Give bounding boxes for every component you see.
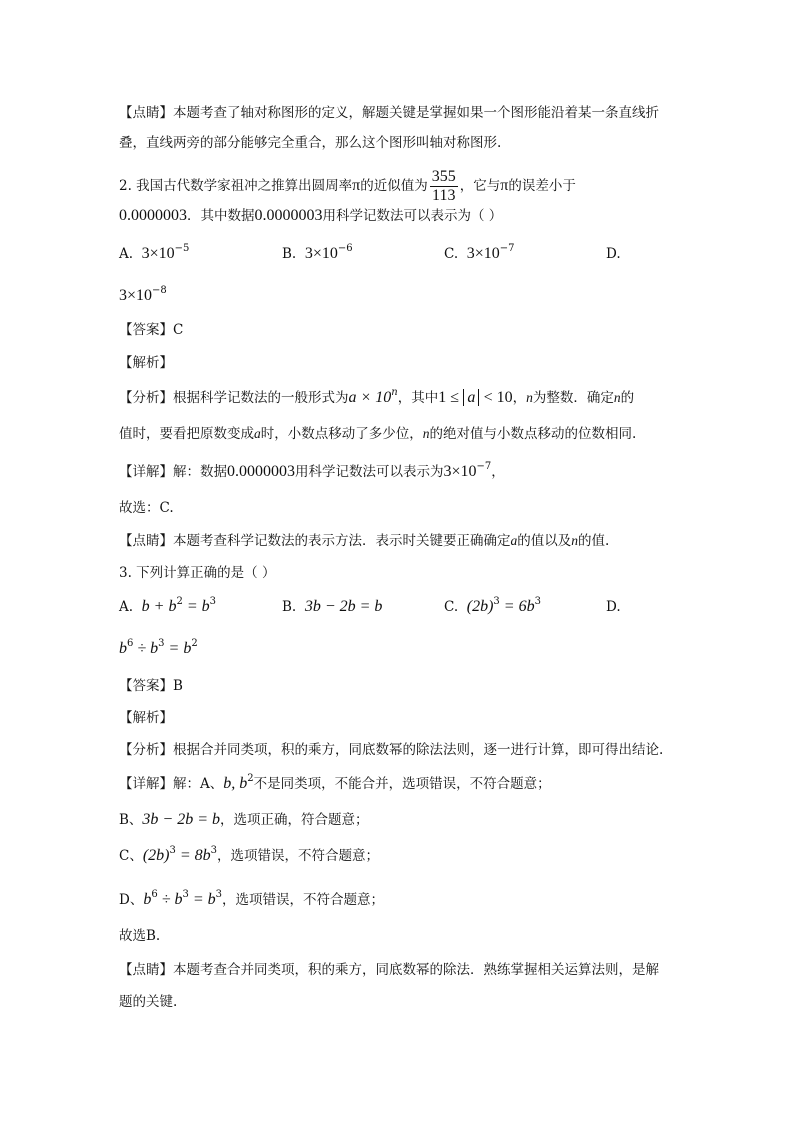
prev-dianjing-line1: 【点睛】本题考查了轴对称图形的定义，解题关键是掌握如果一个图形能沿着某一条直线折: [119, 105, 659, 121]
text: ，: [512, 390, 527, 406]
exp: 3: [493, 596, 500, 607]
q3-stem: 3. 下列计算正确的是（ ）: [119, 565, 276, 581]
q2-guxuan: 故选：C.: [119, 500, 174, 516]
math: = 8b: [175, 847, 211, 864]
pi-symbol: π: [352, 177, 361, 194]
text: ，选项错误，不符合题意；: [222, 892, 385, 908]
opt-math: 3×10: [119, 287, 153, 304]
q2-value: 0.0000003: [119, 207, 187, 224]
opt-math: (2b): [466, 598, 494, 615]
pi-symbol-2: π: [500, 177, 509, 194]
text: 不是同类项，不能合并，选项错误，不符合题意；: [253, 776, 551, 792]
text: D、: [119, 892, 144, 908]
q3-xiangjie-d: [119, 890, 384, 910]
q2-option-b: [282, 244, 353, 264]
opt-math: 3×10: [304, 245, 338, 262]
exp: 3: [215, 889, 223, 900]
opt-math: = b: [164, 640, 192, 657]
q2-option-a: [119, 244, 189, 264]
prev-dianjing-line2: 叠，直线两旁的部分能够完全重合，那么这个图形叫轴对称图形.: [119, 135, 502, 151]
text: ，选项正确，符合题意；: [220, 812, 369, 828]
opt-math: b + b: [141, 598, 177, 615]
frac-numerator: 355: [431, 168, 456, 185]
opt-letter: D.: [606, 599, 621, 615]
sci-form: a × 10: [348, 389, 392, 406]
text: C、: [119, 848, 143, 864]
result: 3×10: [443, 463, 477, 480]
q3-option-d: [606, 597, 621, 617]
q2-jiexi: 【解析】: [119, 355, 173, 371]
opt-exp: −5: [174, 243, 190, 254]
text: 【详解】解：A、: [119, 776, 224, 792]
exp: 3: [182, 889, 189, 900]
q3-xiangjie-b: [119, 810, 369, 830]
text: 【详解】解：数据: [119, 464, 227, 480]
text: B、: [119, 812, 143, 828]
exp: 3: [534, 596, 541, 607]
sci-exp: n: [391, 387, 398, 398]
text: 的值以及: [517, 533, 572, 549]
exp: 3: [169, 845, 176, 856]
value: 0.0000003: [227, 463, 295, 480]
var-a: a: [510, 533, 518, 548]
opt-math: 3b − 2b = b: [304, 598, 383, 615]
q2-xiangjie: [119, 462, 505, 482]
q2-value-2: 0.0000003: [254, 207, 323, 224]
q2-answer: 【答案】C: [119, 322, 184, 338]
text: 【点睛】本题考查科学记数法的表示方法．表示时关键要正确确定: [119, 533, 511, 549]
abs-a: a: [463, 389, 479, 406]
q2-stem-line2: [119, 206, 502, 226]
q3-dianjing-line1: 【点睛】本题考查合并同类项，积的乘方，同底数幂的除法．熟练掌握相关运算法则，是解: [119, 962, 659, 978]
math: b, b: [223, 775, 248, 792]
text: 时，小数点移动了多少位，: [260, 426, 423, 442]
q3-jiexi: 【解析】: [119, 710, 173, 726]
var-n: n: [571, 533, 578, 548]
exp: 3: [158, 638, 165, 649]
opt-math: ÷ b: [133, 640, 159, 657]
math: ÷ b: [157, 891, 183, 908]
q3-option-b: [282, 597, 382, 617]
opt-exp: −8: [152, 285, 167, 296]
text: 用科学记数法可以表示为: [295, 464, 444, 480]
q2-option-c: [444, 244, 515, 264]
opt-math: = 6b: [499, 598, 535, 615]
opt-math: b: [119, 640, 127, 657]
q2-stem-c: ，它与: [459, 178, 501, 194]
opt-letter: A.: [119, 599, 134, 615]
q3-option-d-value: [119, 639, 198, 659]
exp: 3: [209, 596, 216, 607]
q2-dianjing: [119, 531, 609, 551]
opt-letter: A.: [119, 246, 134, 262]
exp: 3: [210, 845, 218, 856]
opt-letter: C.: [444, 246, 459, 262]
opt-letter: B.: [282, 599, 297, 615]
q2-stem-d: 的误差小于: [508, 178, 576, 194]
q3-answer: 【答案】B: [119, 678, 183, 694]
opt-letter: B.: [282, 246, 297, 262]
q3-xiangjie-c: [119, 846, 379, 866]
opt-exp: −6: [337, 243, 353, 254]
q3-fenxi: 【分析】根据合并同类项，积的乘方，同底数幂的除法法则，逐一进行计算，即可得出结论.: [119, 742, 664, 758]
q2-fenxi-line2: [119, 424, 636, 444]
math: 3b − 2b = b: [142, 811, 221, 828]
var-n: n: [526, 390, 533, 405]
text: ，其中: [397, 390, 439, 406]
text: ，: [491, 464, 505, 480]
var-a: a: [254, 426, 261, 441]
text: 【分析】根据科学记数法的一般形式为: [119, 390, 349, 406]
opt-exp: −7: [499, 243, 515, 254]
ineq-right: < 10: [483, 389, 513, 406]
q2-stem-f: 用科学记数法可以表示为（ ）: [322, 208, 503, 224]
q2-option-d-value: [119, 286, 167, 306]
q2-stem-a: 2. 我国古代数学家祖冲之推算出圆周率: [119, 178, 353, 194]
q2-fraction: [430, 168, 458, 205]
text: 的: [620, 390, 635, 406]
ineq-left: 1 ≤: [438, 389, 460, 406]
q2-option-d: [606, 244, 621, 264]
var-n: n: [613, 390, 621, 405]
q2-stem-e: ．其中数据: [187, 208, 255, 224]
q3-dianjing-line2: 题的关键.: [119, 994, 178, 1010]
q3-option-a: [119, 597, 216, 617]
text: 为整数．确定: [532, 390, 614, 406]
opt-letter: C.: [444, 599, 459, 615]
exp: 2: [191, 638, 198, 649]
q2-stem-line1: [119, 166, 576, 206]
exp: 6: [151, 889, 158, 900]
exp: 2: [176, 596, 183, 607]
math: = b: [188, 891, 216, 908]
exp: 6: [127, 638, 134, 649]
opt-letter: D.: [606, 246, 621, 262]
q3-option-c: [444, 597, 541, 617]
exp: 2: [247, 773, 254, 784]
text: 值时，要看把原数变成: [119, 426, 254, 442]
text: ，选项错误，不符合题意；: [217, 848, 380, 864]
q3-xiangjie-a: [119, 774, 551, 794]
q2-stem-b: 的近似值为: [360, 178, 428, 194]
frac-denominator: 113: [432, 187, 456, 204]
q2-fenxi-line1: [119, 388, 634, 408]
text: 的值.: [578, 533, 610, 549]
q3-guxuan: 故选B.: [119, 928, 161, 944]
opt-math: 3×10: [466, 245, 500, 262]
opt-math: = b: [182, 598, 210, 615]
var-n: n: [422, 426, 430, 441]
opt-math: 3×10: [141, 245, 175, 262]
math: (2b): [142, 847, 170, 864]
text: 的绝对值与小数点移动的位数相同.: [429, 426, 637, 442]
math: b: [143, 891, 152, 908]
result-exp: −7: [476, 461, 492, 472]
